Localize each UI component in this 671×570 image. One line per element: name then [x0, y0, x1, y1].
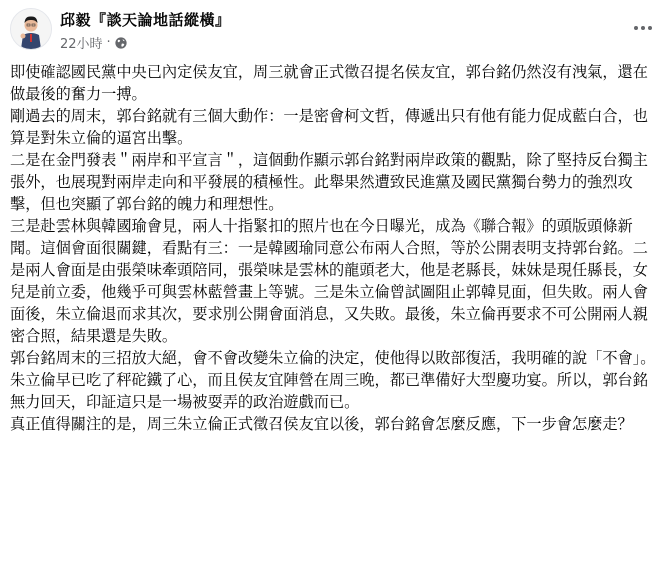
post-header	[0, 0, 671, 58]
post-paragraph: 二是在金門發表＂兩岸和平宣言＂，這個動作顯示郭台銘對兩岸政策的觀點，除了堅持反台獨主張外，也展現對兩岸走向和平發展的積極性。此舉果然遭致民進黨及國民黨獨台勢力的強烈攻擊，但也突顯了郭台銘的魄力和理想性。	[10, 151, 648, 213]
post-paragraph: 真正值得關注的是，周三朱立倫正式徵召侯友宜以後，郭台銘會怎麼反應，下一步會怎麼走？	[10, 415, 633, 433]
post-timestamp[interactable]: 22小時	[60, 37, 103, 52]
post-paragraph: 剛過去的周末，郭台銘就有三個大動作：一是密會柯文哲，傳遞出只有他有能力促成藍白合，也算是對朱立倫的逼宮出擊。	[10, 107, 648, 147]
avatar-caricature-icon	[11, 9, 51, 49]
more-options-button[interactable]	[629, 18, 657, 38]
post-paragraph: 即使確認國民黨中央已內定侯友宜，周三就會正式徵召提名侯友宜，郭台銘仍然沒有洩氣，還在做最後的奮力一搏。	[10, 63, 648, 103]
meta-separator: ·	[106, 35, 111, 50]
globe-icon[interactable]	[115, 37, 127, 49]
post-paragraph: 三是赴雲林與韓國瑜會見，兩人十指緊扣的照片也在今日曝光，成為《聯合報》的頭版頭條新聞。這個會面很關鍵，看點有三：一是韓國瑜同意公布兩人合照，等於公開表明支持郭台銘。二是兩人會面是由張榮味牽頭陪同，張榮味是雲林的龍頭老大，他是老縣長，妹妹是現任縣長，女兒是前立委，他幾乎可與雲林藍營畫上等號。三是朱立倫曾試圖阻止郭韓見面，但失敗。兩人會面後，朱立倫退而求其次，要求別公開會面消息，又失敗。最後，朱立倫再要求不可公開兩人親密合照，結果還是失敗。	[10, 217, 648, 345]
post-body	[0, 58, 671, 435]
dot	[641, 26, 645, 30]
dot	[648, 26, 652, 30]
post-paragraph: 郭台銘周末的三招放大絕，會不會改變朱立倫的決定，使他得以敗部復活，我明確的說「不會」。朱立倫早已吃了秤砣鐵了心，而且侯友宜陣營在周三晚，都已準備好大型慶功宴。所以，郭台銘無力回天，印証這只是一場被耍弄的政治遊戲而已。	[10, 349, 656, 411]
author-name[interactable]: 邱毅『談天論地話縱橫』	[60, 11, 231, 29]
post-meta	[60, 33, 127, 52]
author-avatar[interactable]	[10, 8, 52, 50]
dot	[634, 26, 638, 30]
